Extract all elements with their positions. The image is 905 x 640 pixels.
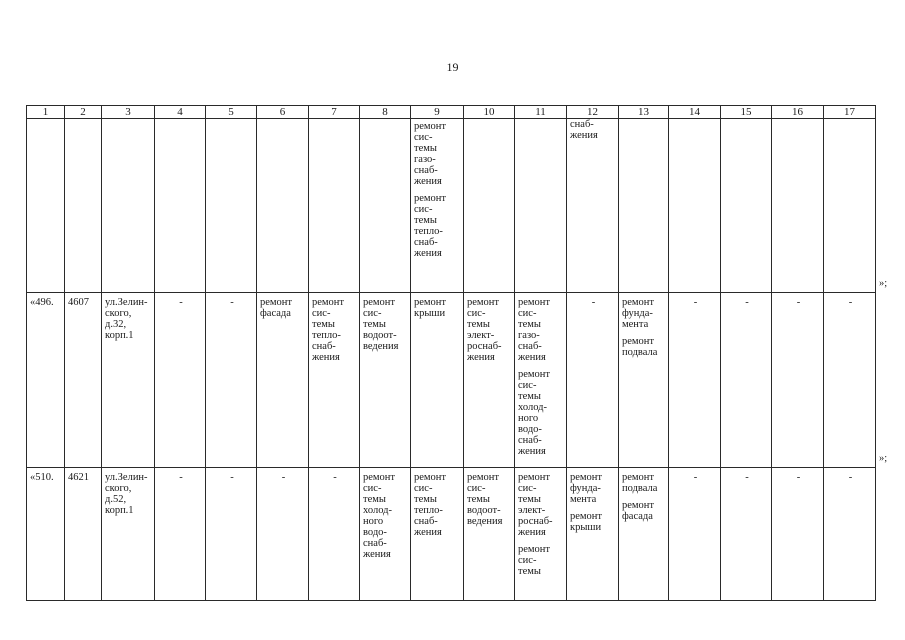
cell-item: ремонт сис- темы тепло- снаб- жения: [414, 193, 447, 259]
table-cell: -: [824, 293, 876, 468]
cell-item: ремонт сис- темы тепло- снаб- жения: [312, 297, 345, 363]
address-text: ул.Зелин- ского, д.52, корп.1: [105, 472, 148, 516]
column-number: 6: [257, 106, 309, 119]
cell-item: ремонт фасада: [622, 500, 655, 522]
table-cell: [567, 468, 619, 601]
table-cell: [309, 293, 360, 468]
cell-item: ремонт сис- темы: [518, 544, 551, 577]
object-code: 4607: [65, 293, 102, 468]
table-cell: [360, 293, 411, 468]
table-cell: -: [721, 293, 772, 468]
table-cell: [772, 119, 824, 293]
cell-item: снаб- жения: [570, 119, 598, 141]
address-cell: [102, 293, 155, 468]
table-cell: [669, 119, 721, 293]
column-number: 5: [206, 106, 257, 119]
cell-item: ремонт сис- темы элект- роснаб- жения: [467, 297, 502, 363]
column-number: 8: [360, 106, 411, 119]
page-number: 19: [446, 60, 459, 74]
table-cell: [515, 119, 567, 293]
table-cell: -: [669, 293, 721, 468]
column-number: 13: [619, 106, 669, 119]
table-cell: [515, 293, 567, 468]
table-cell: [567, 119, 619, 293]
column-number: 12: [567, 106, 619, 119]
cell-item: ремонт сис- темы водоот- ведения: [363, 297, 399, 352]
table-cell: [619, 468, 669, 601]
cell-item: ремонт сис- темы газо- снаб- жения: [518, 297, 551, 363]
cell-item: ремонт сис- темы холод- ного водо- снаб- жения: [363, 472, 396, 560]
table-row: [27, 119, 876, 293]
cell-item: ремонт подвала: [622, 336, 658, 358]
column-number: 15: [721, 106, 772, 119]
table-cell: [360, 468, 411, 601]
table-cell: -: [772, 293, 824, 468]
cell-item: ремонт фунда- мента: [570, 472, 603, 505]
column-number: 16: [772, 106, 824, 119]
address-text: ул.Зелин- ского, д.32, корп.1: [105, 297, 148, 341]
column-number: 17: [824, 106, 876, 119]
table-cell: [411, 293, 464, 468]
column-number: 9: [411, 106, 464, 119]
table-cell: [65, 119, 102, 293]
table-row: [27, 293, 876, 468]
table-cell: [206, 119, 257, 293]
row-number: «510.: [27, 468, 65, 601]
address-cell: [102, 468, 155, 601]
cell-item: ремонт сис- темы тепло- снаб- жения: [414, 472, 447, 538]
table-cell: [102, 119, 155, 293]
table-cell: [27, 119, 65, 293]
table-cell: -: [772, 468, 824, 601]
table-cell: -: [155, 293, 206, 468]
cell-item: ремонт подвала: [622, 472, 658, 494]
cell-item: ремонт фунда- мента: [622, 297, 655, 330]
cell-item: ремонт крыши: [570, 511, 603, 533]
table-cell: -: [824, 468, 876, 601]
table-cell: -: [206, 468, 257, 601]
table-cell: [619, 293, 669, 468]
table-cell: [360, 119, 411, 293]
cell-item: ремонт фасада: [260, 297, 293, 319]
cell-item: ремонт сис- темы элект- роснаб- жения: [518, 472, 553, 538]
cell-item: ремонт крыши: [414, 297, 447, 319]
table-cell: [619, 119, 669, 293]
table-cell: [464, 293, 515, 468]
table-cell: [257, 119, 309, 293]
table-cell: [464, 119, 515, 293]
table-cell: -: [206, 293, 257, 468]
table-cell: [411, 468, 464, 601]
object-code: 4621: [65, 468, 102, 601]
column-number: 7: [309, 106, 360, 119]
column-number: 1: [27, 106, 65, 119]
table-cell: -: [309, 468, 360, 601]
table-cell: [155, 119, 206, 293]
column-number: 10: [464, 106, 515, 119]
column-number: 2: [65, 106, 102, 119]
table-cell: [515, 468, 567, 601]
table-cell: [257, 293, 309, 468]
cell-item: ремонт сис- темы газо- снаб- жения: [414, 121, 447, 187]
registry-table: [26, 105, 876, 601]
column-number: 11: [515, 106, 567, 119]
row-end-mark: »;: [879, 278, 888, 289]
column-number: 3: [102, 106, 155, 119]
table-cell: [824, 119, 876, 293]
cell-item: ремонт сис- темы холод- ного водо- снаб- жения: [518, 369, 551, 457]
table-cell: [721, 119, 772, 293]
table-cell: -: [155, 468, 206, 601]
table-cell: -: [257, 468, 309, 601]
table-cell: [309, 119, 360, 293]
table-cell: -: [669, 468, 721, 601]
row-number: «496.: [27, 293, 65, 468]
column-number: 14: [669, 106, 721, 119]
table-cell: -: [567, 293, 619, 468]
column-number-row: [27, 106, 876, 119]
column-number: 4: [155, 106, 206, 119]
cell-item: ремонт сис- темы водоот- ведения: [467, 472, 503, 527]
table-cell: [411, 119, 464, 293]
table-row: [27, 468, 876, 601]
table-cell: [464, 468, 515, 601]
row-end-mark: »;: [879, 453, 888, 464]
table-cell: -: [721, 468, 772, 601]
